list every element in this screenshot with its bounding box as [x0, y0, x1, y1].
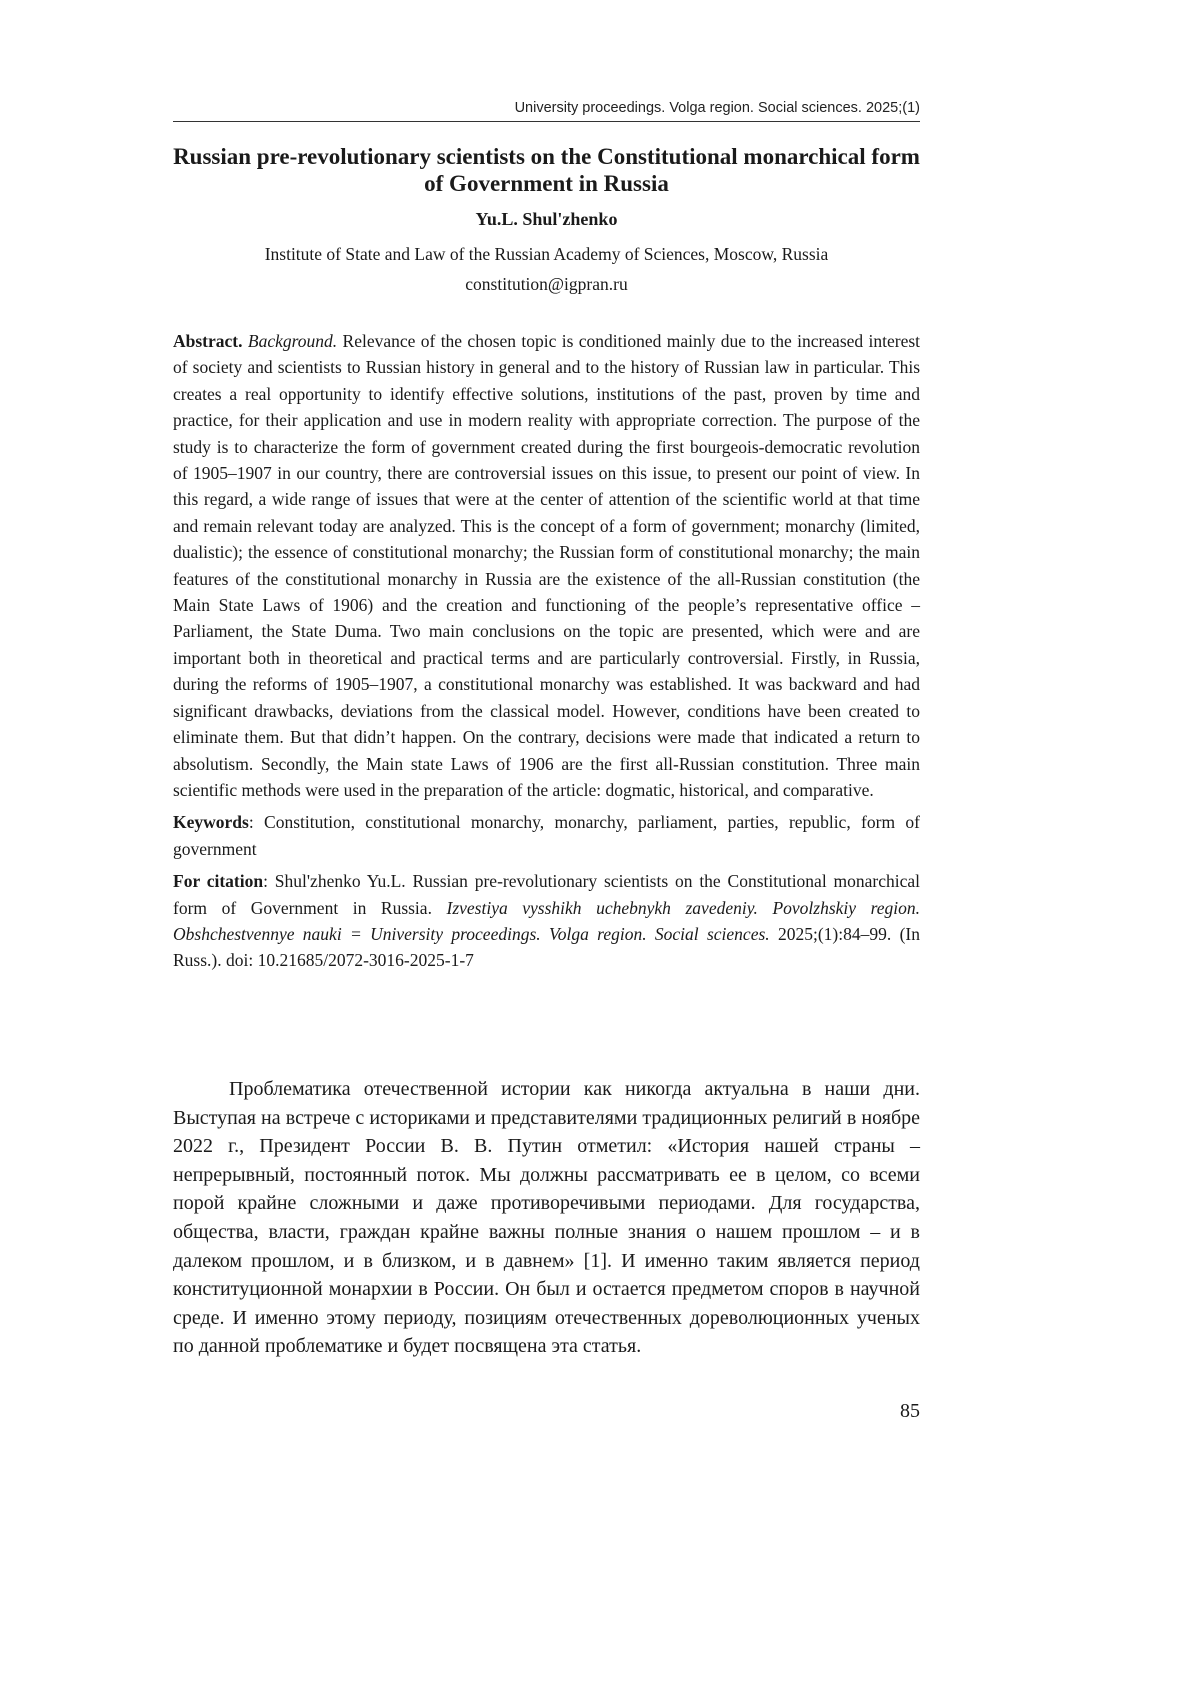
article-title: Russian pre-revolutionary scientists on the Constitutional monarchical form of Government in Russia: [173, 144, 920, 196]
author-affiliation: Institute of State and Law of the Russian Academy of Sciences, Moscow, Russia: [264, 244, 829, 264]
author-email: constitution@igpran.ru: [465, 274, 628, 294]
page-number: 85: [900, 1400, 920, 1422]
abstract-text: Relevance of the chosen topic is conditioned mainly due to the increased interest of society and scientists to Russian history in general and to the history of Russian law in particular. This creates a real opportunity to identify effective solutions, institutions of the past, proven by time and practice, for their application and use in modern reality with appropriate correction. The purpose of the study is to characterize the form of government created during the first bourgeois-democratic revolution of 1905–1907 in our country, there are controversial issues on this issue, to present our point of view. In this regard, a wide range of issues that were at the center of attention of the scientific world at that time and remain relevant today are analyzed. This is the concept of a form of government; monarchy (limited, dualistic); the essence of constitutional monarchy; the Russian form of constitutional monarchy; the main features of the constitutional monarchy in Russia are the existence of the all-Russian constitution (the Main State Laws of 1906) and the creation and functioning of the people’s representative office – Parliament, the State Duma. Two main conclusions on the topic are presented, which were and are important both in theoretical and practical terms and are particularly controversial. Firstly, in Russia, during the reforms of 1905–1907, a constitutional monarchy was established. It was backward and had significant drawbacks, deviations from the classical model. However, conditions have been created to eliminate them. But that didn’t happen. On the contrary, decisions were made that indicated a return to absolutism. Secondly, the Main state Laws of 1906 are the first all-Russian constitution. Three main scientific methods were used in the preparation of the article: dogmatic, historical, and comparative.: [173, 331, 921, 800]
abstract-label: Abstract.: [173, 331, 243, 351]
body-section: [173, 1075, 920, 1361]
citation-journal: Izvestiya vysshikh uchebnykh zavedeniy. Povolzhskiy region. Obshchestvennye nauki = University proceedings. Volga region. Social sciences.: [173, 897, 920, 944]
abstract-paragraph: [173, 328, 920, 803]
article-head: [173, 143, 920, 295]
citation-text-start: : Shul'zhenko Yu.L. Russian pre-revolutionary scientists on the Constitutional monarchical form of Government in Russia.: [173, 871, 921, 918]
keywords-paragraph: [173, 809, 920, 862]
abstract-section: [173, 328, 920, 974]
citation-label: For citation: [173, 871, 264, 892]
citation-paragraph: [173, 868, 920, 974]
keywords-label: Keywords: [173, 812, 249, 833]
keywords-text: : Constitution, constitutional monarchy, monarchy, parliament, parties, republic, form of government: [173, 812, 920, 859]
body-paragraph: Проблематика отечественной истории как никогда актуальна в наши дни. Выступая на встрече с историками и представителями традиционных религий в ноябре 2022 г., Президент России В. В. Путин отметил: «История нашей страны – непрерывный, постоянный поток. Мы должны рассматривать ее в целом, со всеми порой крайне сложными и даже противоречивыми периодами. Для государства, общества, власти, граждан крайне важны полные знания о нашем прошлом – и в далеком прошлом, и в близком, и в давнем» [1]. И именно таким является период конституционной монархии в России. Он был и остается предметом споров в научной среде. И именно этому периоду, позициям отечественных дореволюционных ученых по данной проблематике и будет посвящена эта статья.: [173, 1078, 920, 1358]
citation-text-end: 2025;(1):84–99. (In Russ.). doi: 10.21685/2072-3016-2025-1-7: [173, 923, 920, 971]
abstract-background-label: Background.: [247, 331, 338, 351]
running-header: University proceedings. Volga region. Social sciences. 2025;(1): [173, 100, 920, 122]
author-name: Yu.L. Shul'zhenko: [475, 209, 618, 229]
